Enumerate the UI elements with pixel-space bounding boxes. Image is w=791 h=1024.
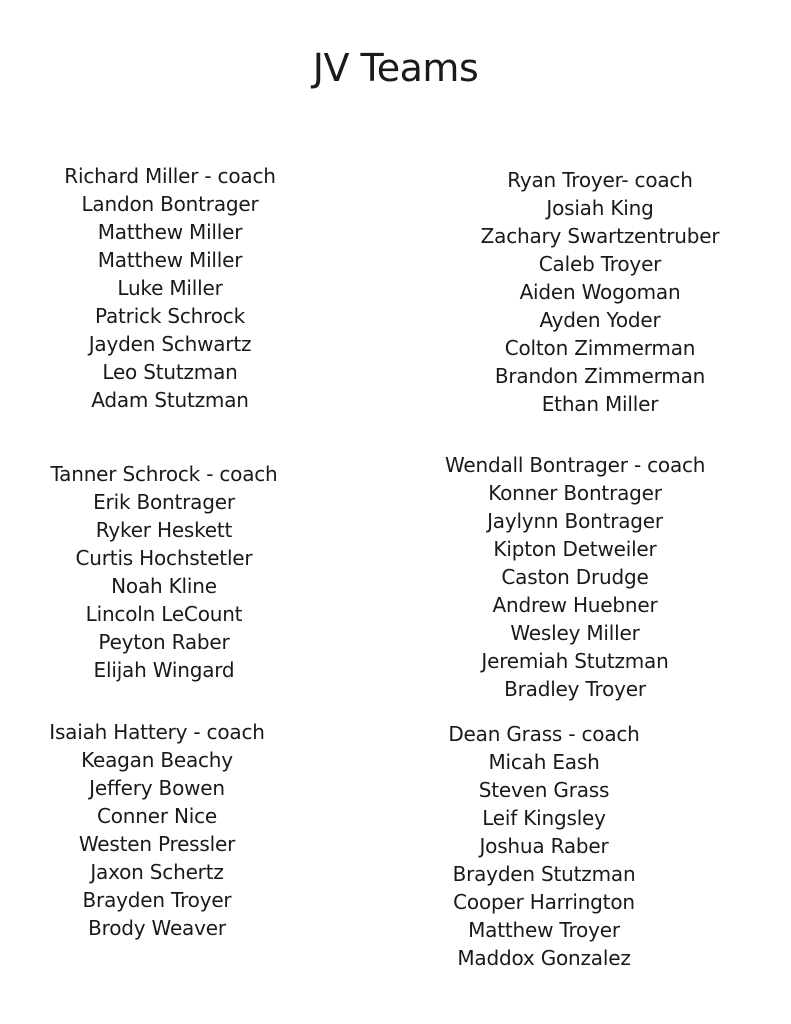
- player-name: Conner Nice: [96, 804, 218, 828]
- player-name: Westen Pressler: [78, 832, 236, 856]
- coach-name: Richard Miller - coach: [64, 164, 276, 188]
- player-name: Matthew Miller: [97, 248, 243, 272]
- player-name: Jeremiah Stutzman: [481, 649, 669, 673]
- player-name: Joshua Raber: [479, 834, 609, 858]
- player-name: Lincoln LeCount: [85, 602, 243, 626]
- player-name: Leo Stutzman: [102, 360, 238, 384]
- player-name: Caston Drudge: [501, 565, 649, 589]
- player-name: Luke Miller: [117, 276, 223, 300]
- player-name: Peyton Raber: [98, 630, 230, 654]
- player-name: Maddox Gonzalez: [457, 946, 631, 970]
- player-name: Matthew Troyer: [468, 918, 620, 942]
- coach-name: Tanner Schrock - coach: [50, 462, 278, 486]
- player-name: Ethan Miller: [541, 392, 659, 416]
- coach-name: Wendall Bontrager - coach: [445, 453, 706, 477]
- player-name: Ryker Heskett: [95, 518, 233, 542]
- player-name: Wesley Miller: [510, 621, 640, 645]
- team-roster-3: [34, 460, 294, 684]
- player-name: Micah Eash: [488, 750, 600, 774]
- player-name: Brandon Zimmerman: [494, 364, 706, 388]
- player-name: Landon Bontrager: [81, 192, 259, 216]
- coach-name: Isaiah Hattery - coach: [49, 720, 265, 744]
- team-roster-2: [470, 166, 730, 418]
- player-name: Kipton Detweiler: [493, 537, 657, 561]
- player-name: Brody Weaver: [88, 916, 226, 940]
- player-name: Brayden Troyer: [82, 888, 232, 912]
- player-name: Jaxon Schertz: [90, 860, 224, 884]
- player-name: Jayden Schwartz: [88, 332, 252, 356]
- player-name: Aiden Wogoman: [519, 280, 681, 304]
- player-name: Jaylynn Bontrager: [487, 509, 663, 533]
- team-roster-4: [445, 451, 705, 703]
- player-name: Caleb Troyer: [538, 252, 662, 276]
- player-name: Elijah Wingard: [93, 658, 235, 682]
- player-name: Patrick Schrock: [95, 304, 245, 328]
- page-title: JV Teams: [312, 46, 479, 90]
- player-name: Brayden Stutzman: [452, 862, 636, 886]
- player-name: Jeffery Bowen: [89, 776, 225, 800]
- team-roster-5: [27, 718, 287, 942]
- coach-name: Ryan Troyer- coach: [507, 168, 693, 192]
- player-name: Colton Zimmerman: [504, 336, 696, 360]
- team-roster-6: [414, 720, 674, 972]
- player-name: Erik Bontrager: [93, 490, 235, 514]
- player-name: Matthew Miller: [97, 220, 243, 244]
- player-name: Steven Grass: [478, 778, 610, 802]
- player-name: Konner Bontrager: [488, 481, 662, 505]
- player-name: Adam Stutzman: [91, 388, 249, 412]
- player-name: Leif Kingsley: [482, 806, 606, 830]
- player-name: Andrew Huebner: [492, 593, 658, 617]
- player-name: Bradley Troyer: [504, 677, 646, 701]
- player-name: Ayden Yoder: [539, 308, 661, 332]
- player-name: Keagan Beachy: [81, 748, 233, 772]
- player-name: Cooper Harrington: [453, 890, 635, 914]
- team-roster-1: [40, 162, 300, 414]
- coach-name: Dean Grass - coach: [448, 722, 640, 746]
- player-name: Zachary Swartzentruber: [480, 224, 720, 248]
- player-name: Josiah King: [546, 196, 654, 220]
- player-name: Noah Kline: [111, 574, 217, 598]
- player-name: Curtis Hochstetler: [75, 546, 253, 570]
